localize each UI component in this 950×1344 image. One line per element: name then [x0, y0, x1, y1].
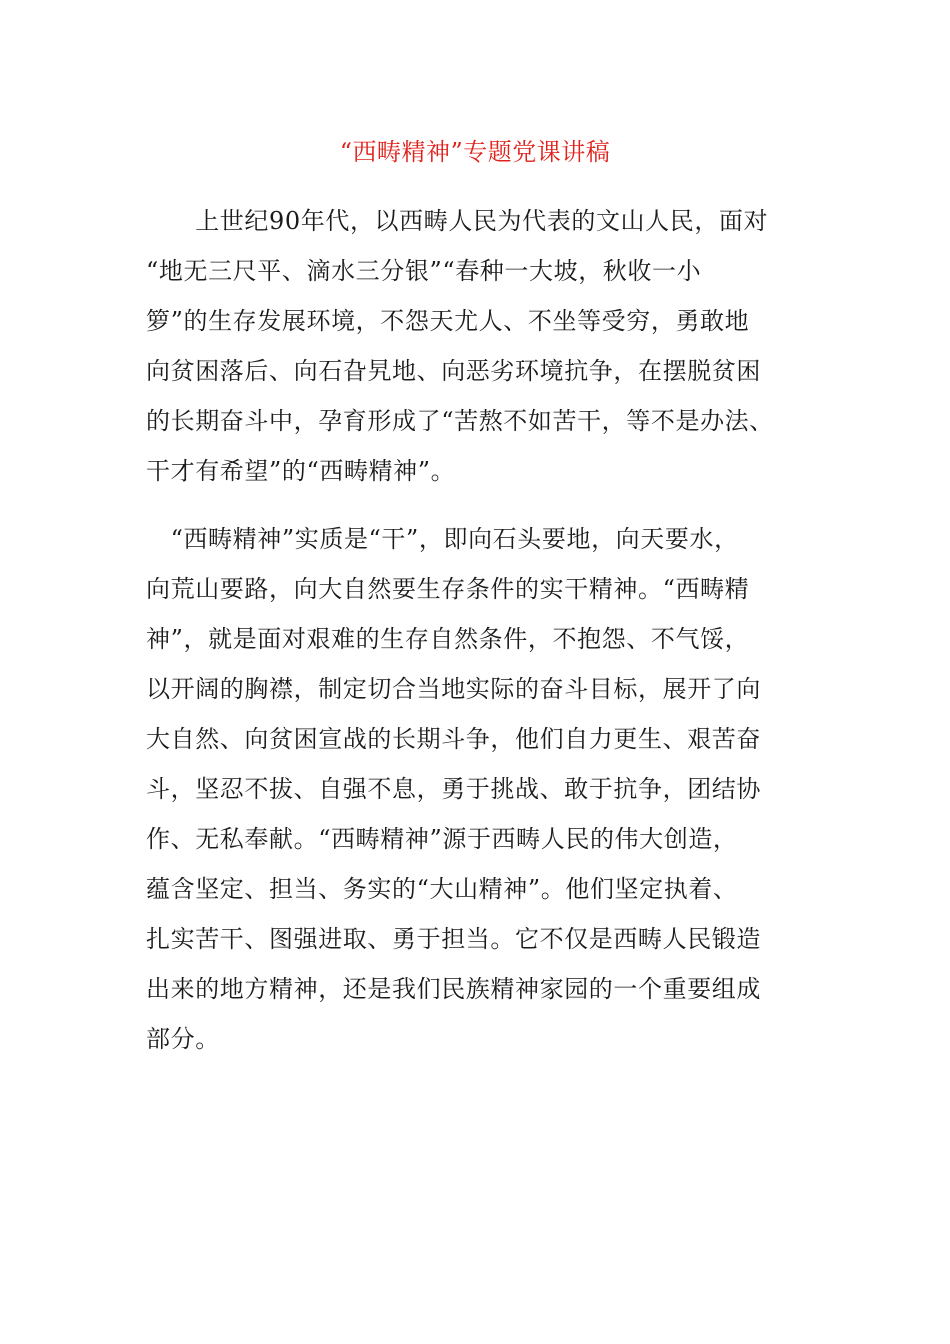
paragraph-2: [146, 514, 798, 1064]
paragraph-1: [146, 196, 798, 496]
paragraph-line: 向荒山要路，向大自然要生存条件的实干精神。“西畴精: [146, 575, 750, 603]
paragraph-line: 向贫困落后、向石旮旯地、向恶劣环境抗争，在摆脱贫困: [146, 357, 761, 385]
document-title: “西畴精神”专题党课讲稿: [339, 138, 611, 166]
paragraph-line: “西畴精神”实质是“干”，即向石头要地，向天要水，: [146, 525, 739, 553]
paragraph-line: 部分。: [146, 1025, 220, 1053]
paragraph-line: 蕴含坚定、担当、务实的“大山精神”。他们坚定执着、: [146, 875, 738, 903]
paragraph-line: 扎实苦干、图强进取、勇于担当。它不仅是西畴人民锻造: [146, 925, 761, 953]
paragraph-line: 出来的地方精神，还是我们民族精神家园的一个重要组成: [146, 975, 761, 1003]
paragraph-line: 箩”的生存发展环境，不怨天尤人、不坐等受穷，勇敢地: [146, 307, 750, 335]
paragraph-line: 上世纪90年代，以西畴人民为代表的文山人民，面对: [146, 207, 769, 235]
paragraph-line: 的长期奋斗中，孕育形成了“苦熬不如苦干，等不是办法、: [146, 407, 774, 435]
paragraph-line: 斗，坚忍不拔、自强不息，勇于挑战、敢于抗争，团结协: [146, 775, 761, 803]
paragraph-line: 神”，就是面对艰难的生存自然条件，不抱怨、不气馁，: [146, 625, 750, 653]
paragraph-line: 大自然、向贫困宣战的长期斗争，他们自力更生、艰苦奋: [146, 725, 761, 753]
paragraph-line: 作、无私奉献。“西畴精神”源于西畴人民的伟大创造，: [146, 825, 738, 853]
paragraph-line: 以开阔的胸襟，制定切合当地实际的奋斗目标，展开了向: [146, 675, 761, 703]
paragraph-line: 干才有希望”的“西畴精神”。: [146, 457, 456, 485]
paragraph-line: “地无三尺平、滴水三分银”“春种一大坡，秋收一小: [146, 257, 702, 285]
